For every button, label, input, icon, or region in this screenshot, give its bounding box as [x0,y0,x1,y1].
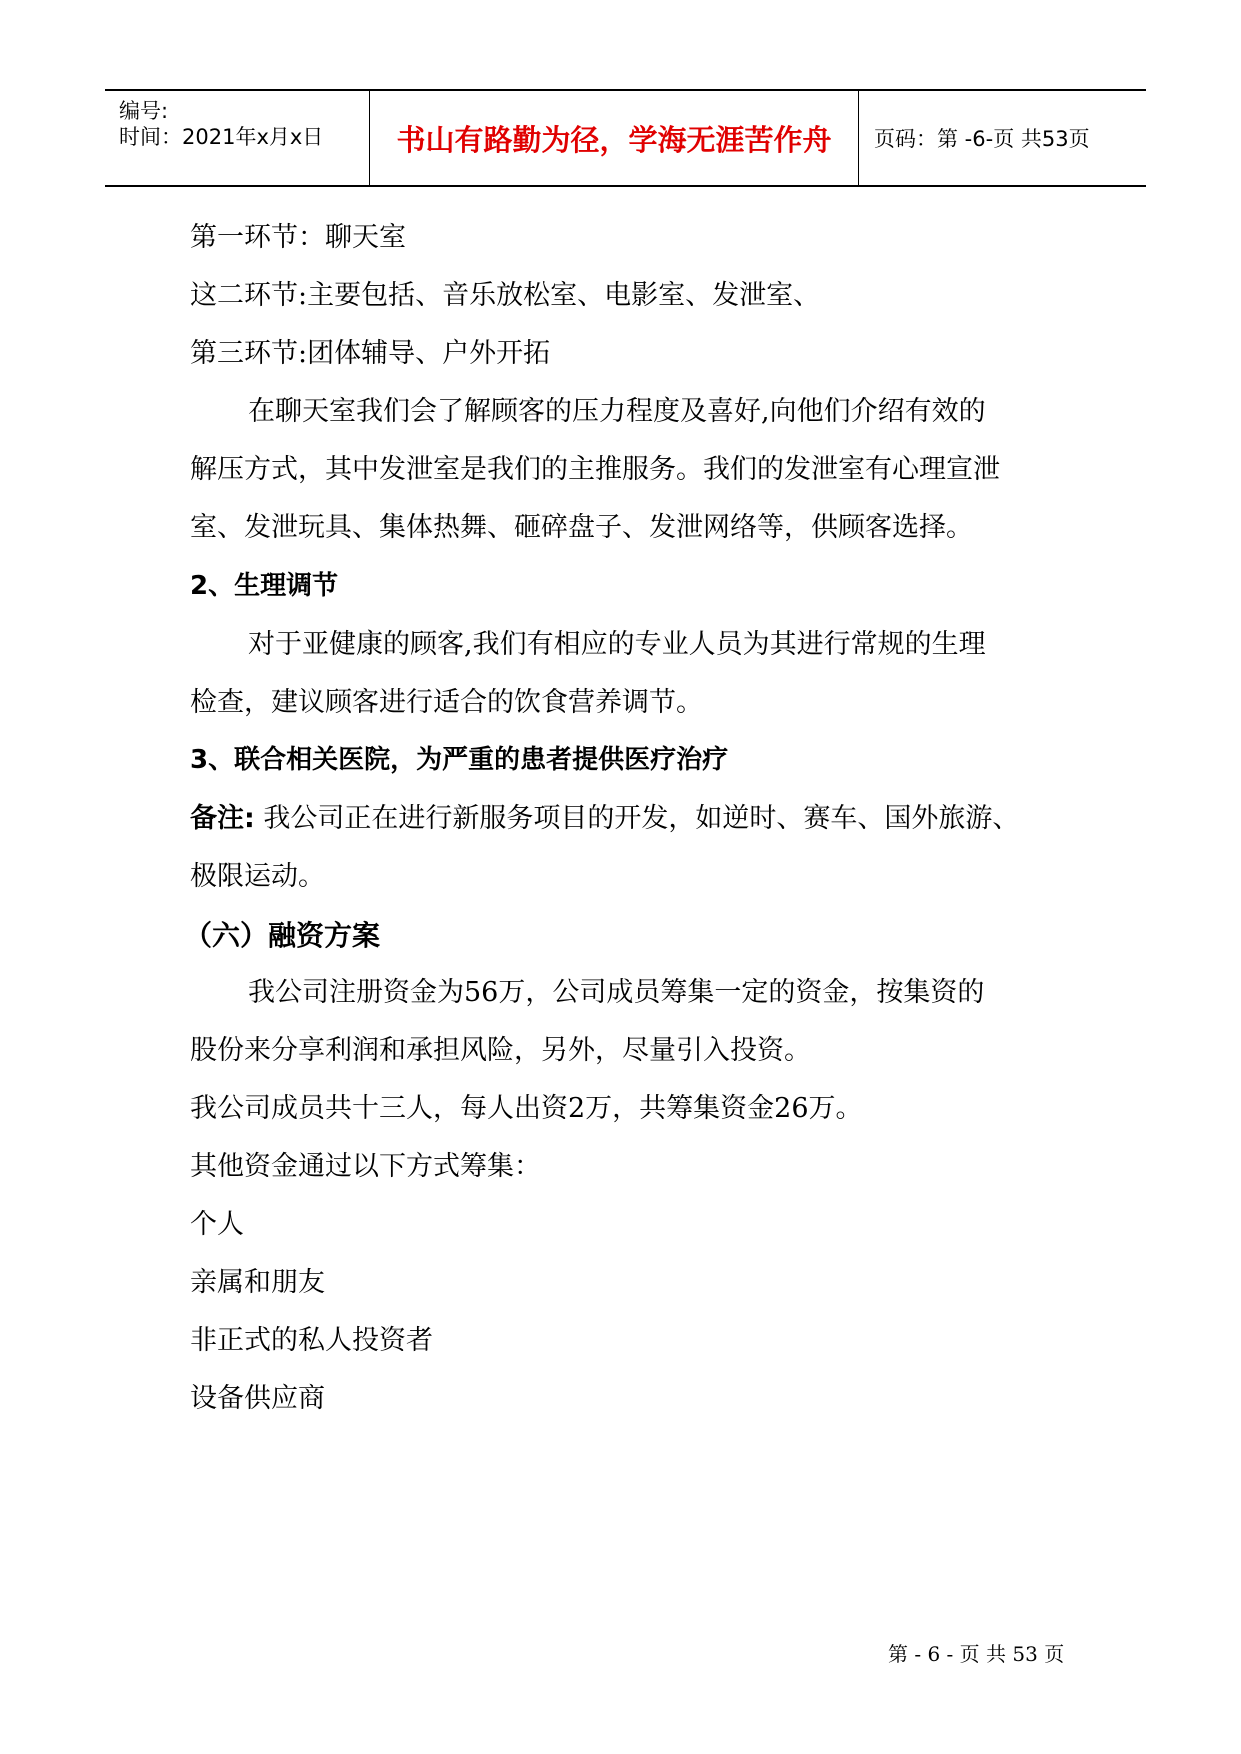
note-text: 我公司正在进行新服务项目的开发，如逆时、赛车、国外旅游、 [254,803,1020,834]
paragraph-line: 这二环节:主要包括、音乐放松室、电影室、发泄室、 [190,280,821,311]
paragraph-line: 检查，建议顾客进行适合的饮食营养调节。 [190,687,703,718]
section-heading: 3、联合相关医院，为严重的患者提供医疗治疗 [190,745,729,775]
paragraph-line: 股份来分享利润和承担风险，另外，尽量引入投资。 [190,1035,811,1066]
paragraph-line: 我公司注册资金为56万，公司成员筹集一定的资金，按集资的 [248,977,985,1008]
time-label: 时间：2021年x月x日 [119,125,324,149]
paragraph-line: 解压方式，其中发泄室是我们的主推服务。我们的发泄室有心理宣泄 [190,454,1000,485]
header-page-info: 页码：第 -6-页 共53页 [874,127,1090,151]
paragraph-line: 对于亚健康的顾客,我们有相应的专业人员为其进行常规的生理 [248,629,986,660]
page-header [105,89,1146,187]
section-heading: 2、生理调节 [190,571,339,601]
header-meta [105,91,370,185]
paragraph-line: 第一环节：聊天室 [190,222,406,253]
paragraph-line: 我公司成员共十三人，每人出资2万，共筹集资金26万。 [190,1093,863,1124]
paragraph-line: 第三环节:团体辅导、户外开拓 [190,338,551,369]
list-item: 设备供应商 [190,1383,325,1414]
page-footer: 第 - 6 - 页 共 53 页 [888,1642,1065,1666]
note-label: 备注: [190,803,255,834]
list-item: 非正式的私人投资者 [190,1325,433,1356]
section-title: （六）融资方案 [184,919,381,952]
paragraph-line: 室、发泄玩具、集体热舞、砸碎盘子、发泄网络等，供顾客选择。 [190,512,973,543]
list-item: 亲属和朋友 [190,1267,325,1298]
paragraph-line: 其他资金通过以下方式筹集： [190,1151,541,1182]
list-item: 个人 [190,1209,244,1240]
header-motto: 书山有路勤为径，学海无涯苦作舟 [370,91,859,185]
note-line [190,803,1019,835]
paragraph-line: 极限运动。 [190,861,325,892]
paragraph-line: 在聊天室我们会了解顾客的压力程度及喜好,向他们介绍有效的 [248,396,986,427]
number-label: 编号: [119,99,169,123]
